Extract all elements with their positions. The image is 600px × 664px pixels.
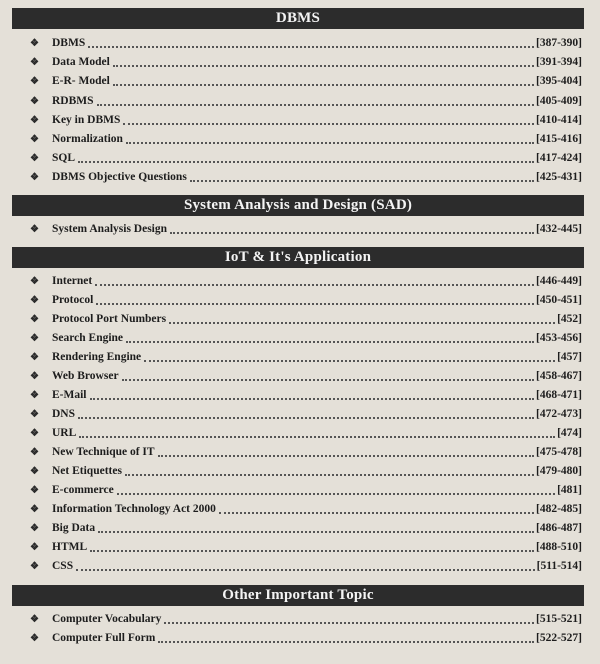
entry-title: URL	[52, 427, 77, 439]
toc-entry	[30, 500, 582, 518]
entry-pages: [481]	[557, 484, 582, 496]
bullet-icon: ❖	[30, 275, 39, 287]
toc-entry	[30, 386, 582, 404]
toc-entry	[30, 443, 582, 461]
entry-title: Search Engine	[52, 332, 124, 344]
leader-dots	[164, 622, 534, 624]
entry-title: HTML	[52, 541, 88, 553]
toc-entry	[30, 348, 582, 366]
entry-pages: [472-473]	[536, 408, 582, 420]
leader-dots	[144, 360, 555, 362]
entry-title: Key in DBMS	[52, 114, 121, 126]
bullet-icon: ❖	[30, 95, 39, 107]
toc-entry	[30, 538, 582, 556]
entry-title: E-Mail	[52, 389, 87, 401]
leader-dots	[90, 398, 535, 400]
toc-entry	[30, 111, 582, 129]
bullet-icon: ❖	[30, 522, 39, 534]
entry-pages: [515-521]	[536, 613, 582, 625]
toc-entry	[30, 72, 582, 90]
bullet-icon: ❖	[30, 427, 39, 439]
entry-pages: [457]	[557, 351, 582, 363]
entry-title: Data Model	[52, 56, 110, 68]
entry-title: Information Technology Act 2000	[52, 503, 216, 515]
entry-title: Protocol	[52, 294, 94, 306]
entry-title: Protocol Port Numbers	[52, 313, 167, 325]
toc-entry	[30, 629, 582, 647]
entry-title: Net Etiquettes	[52, 465, 122, 477]
section-header-dbms: DBMS	[12, 8, 584, 29]
bullet-icon: ❖	[30, 632, 39, 644]
bullet-icon: ❖	[30, 503, 39, 515]
leader-dots	[158, 455, 534, 457]
entry-title: E-commerce	[52, 484, 114, 496]
leader-dots	[117, 493, 555, 495]
leader-dots	[125, 474, 534, 476]
bullet-icon: ❖	[30, 313, 39, 325]
entry-title: System Analysis Design	[52, 223, 168, 235]
entry-title: DNS	[52, 408, 76, 420]
leader-dots	[113, 84, 534, 86]
entry-pages: [410-414]	[536, 114, 582, 126]
bullet-icon: ❖	[30, 446, 39, 458]
toc-entry	[30, 291, 582, 309]
toc-entry	[30, 220, 582, 238]
entry-title: SQL	[52, 152, 76, 164]
leader-dots	[98, 531, 534, 533]
entry-pages: [405-409]	[536, 95, 582, 107]
leader-dots	[169, 322, 555, 324]
entry-pages: [452]	[557, 313, 582, 325]
entry-pages: [391-394]	[536, 56, 582, 68]
entry-pages: [395-404]	[536, 75, 582, 87]
toc-entry	[30, 53, 582, 71]
entry-pages: [450-451]	[536, 294, 582, 306]
entry-title: CSS	[52, 560, 74, 572]
entry-title: Rendering Engine	[52, 351, 142, 363]
bullet-icon: ❖	[30, 351, 39, 363]
bullet-icon: ❖	[30, 408, 39, 420]
bullet-icon: ❖	[30, 75, 39, 87]
entry-title: Big Data	[52, 522, 96, 534]
section-header-other: Other Important Topic	[12, 585, 584, 606]
leader-dots	[158, 641, 534, 643]
leader-dots	[122, 379, 534, 381]
entry-title: Web Browser	[52, 370, 119, 382]
entry-pages: [432-445]	[536, 223, 582, 235]
bullet-icon: ❖	[30, 223, 39, 235]
entry-pages: [458-467]	[536, 370, 582, 382]
entry-pages: [475-478]	[536, 446, 582, 458]
toc-entry	[30, 310, 582, 328]
bullet-icon: ❖	[30, 171, 39, 183]
bullet-icon: ❖	[30, 613, 39, 625]
entry-pages: [511-514]	[536, 560, 582, 572]
toc-entry	[30, 34, 582, 52]
toc-entry	[30, 329, 582, 347]
leader-dots	[126, 142, 534, 144]
leader-dots	[170, 232, 534, 234]
entry-pages: [468-471]	[536, 389, 582, 401]
entry-title: Computer Full Form	[52, 632, 156, 644]
entry-pages: [486-487]	[536, 522, 582, 534]
leader-dots	[88, 46, 534, 48]
entry-pages: [474]	[557, 427, 582, 439]
bullet-icon: ❖	[30, 152, 39, 164]
leader-dots	[78, 161, 534, 163]
entry-pages: [425-431]	[536, 171, 582, 183]
toc-entry	[30, 405, 582, 423]
entry-pages: [415-416]	[536, 133, 582, 145]
section-header-iot: IoT & It's Application	[12, 247, 584, 268]
entry-pages: [479-480]	[536, 465, 582, 477]
bullet-icon: ❖	[30, 389, 39, 401]
bullet-icon: ❖	[30, 541, 39, 553]
bullet-icon: ❖	[30, 114, 39, 126]
entry-pages: [522-527]	[536, 632, 582, 644]
entry-pages: [488-510]	[536, 541, 582, 553]
bullet-icon: ❖	[30, 56, 39, 68]
bullet-icon: ❖	[30, 37, 39, 49]
entry-title: DBMS	[52, 37, 86, 49]
toc-entry	[30, 424, 582, 442]
entry-pages: [482-485]	[536, 503, 582, 515]
leader-dots	[90, 550, 534, 552]
entry-pages: [387-390]	[536, 37, 582, 49]
entry-title: Normalization	[52, 133, 123, 145]
leader-dots	[113, 65, 534, 67]
leader-dots	[126, 341, 534, 343]
toc-entry	[30, 462, 582, 480]
bullet-icon: ❖	[30, 133, 39, 145]
toc-entry	[30, 367, 582, 385]
toc-entry	[30, 557, 582, 575]
leader-dots	[76, 569, 535, 571]
toc-entry	[30, 168, 582, 186]
entry-title: New Technique of IT	[52, 446, 155, 458]
leader-dots	[219, 512, 534, 514]
toc-entry	[30, 92, 582, 110]
bullet-icon: ❖	[30, 332, 39, 344]
entry-title: Computer Vocabulary	[52, 613, 162, 625]
bullet-icon: ❖	[30, 370, 39, 382]
entry-title: RDBMS	[52, 95, 94, 107]
bullet-icon: ❖	[30, 294, 39, 306]
leader-dots	[79, 436, 555, 438]
section-header-sad: System Analysis and Design (SAD)	[12, 195, 584, 216]
bullet-icon: ❖	[30, 465, 39, 477]
toc-entry	[30, 272, 582, 290]
leader-dots	[95, 284, 534, 286]
entry-pages: [453-456]	[536, 332, 582, 344]
leader-dots	[190, 180, 534, 182]
toc-entry	[30, 519, 582, 537]
leader-dots	[123, 123, 534, 125]
entry-title: Internet	[52, 275, 93, 287]
leader-dots	[97, 104, 534, 106]
toc-entry	[30, 610, 582, 628]
leader-dots	[78, 417, 534, 419]
bullet-icon: ❖	[30, 484, 39, 496]
leader-dots	[96, 303, 534, 305]
entry-title: E-R- Model	[52, 75, 110, 87]
entry-title: DBMS Objective Questions	[52, 171, 187, 183]
entry-pages: [417-424]	[536, 152, 582, 164]
entry-pages: [446-449]	[536, 275, 582, 287]
toc-entry	[30, 481, 582, 499]
toc-entry	[30, 149, 582, 167]
bullet-icon: ❖	[30, 560, 39, 572]
toc-entry	[30, 130, 582, 148]
